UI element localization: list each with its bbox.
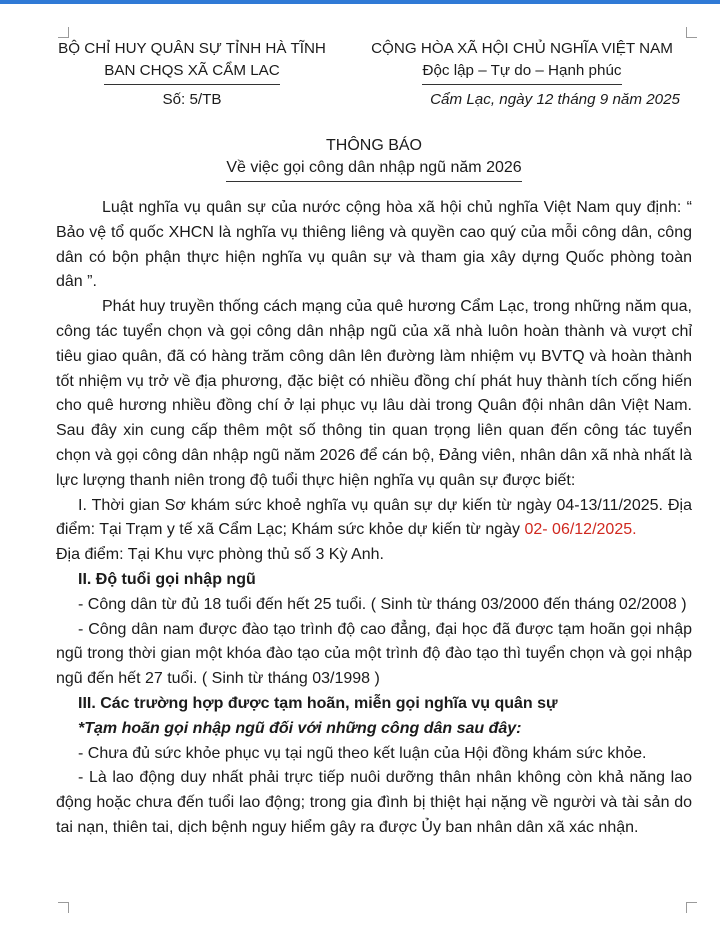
document-page [56, 38, 692, 841]
national-title: CỘNG HÒA XÃ HỘI CHỦ NGHĨA VIỆT NAM [371, 40, 673, 57]
page-corner-mark [686, 27, 697, 38]
issuer-block [56, 38, 328, 85]
deferment-subheading: *Tạm hoãn gọi nhập ngũ đối với những công dân sau đây: [78, 719, 522, 737]
page-corner-mark [58, 27, 69, 38]
age-rule-1: - Công dân từ đủ 18 tuổi đến hết 25 tuổi. ( Sinh từ tháng 03/2000 đến tháng 02/2008 ) [78, 595, 687, 613]
section-1-location: Địa điểm: Tại Khu vực phòng thủ số 3 Kỳ Anh. [56, 546, 384, 564]
place-date: Cẩm Lạc, ngày 12 tháng 9 năm 2025 [430, 91, 680, 108]
issuer-line-2 [56, 60, 328, 85]
page-corner-mark [58, 902, 69, 913]
document-subtitle: Về việc gọi công dân nhập ngũ năm 2026 [226, 157, 521, 182]
age-rule-2: - Công dân nam được đào tạo trình độ cao đẳng, đại học đã được tạm hoãn gọi nhập ngũ trong thời gian một khóa đào tạo của một trình độ đào tạo thì tuyển chọn và gọi nhập ngũ đến hết 27 tuổi. ( Sinh từ tháng 03/1998 ) [56, 620, 692, 688]
section-2-heading: II. Độ tuổi gọi nhập ngũ [78, 570, 256, 588]
document-meta [56, 89, 692, 111]
issuer-line-1: BỘ CHỈ HUY QUÂN SỰ TỈNH HÀ TĨNH [58, 40, 326, 57]
page-corner-mark [686, 902, 697, 913]
section-1-schedule [56, 494, 692, 568]
national-heading [352, 38, 692, 85]
section-1-text: I. Thời gian Sơ khám sức khoẻ nghĩa vụ quân sự dự kiến từ ngày 04-13/11/2025. Địa điểm: Tại Trạm y tế xã Cẩm Lạc; Khám sức khỏe dự kiến từ ngày [56, 496, 692, 539]
deferment-rule-2: - Là lao động duy nhất phải trực tiếp nuôi dưỡng thân nhân không còn khả năng lao động hoặc chưa đến tuổi lao động; trong gia đình bị thiệt hại nặng về người và tài sản do tai nạn, thiên tai, dịch bệnh nguy hiểm gây ra được Ủy ban nhân dân xã xác nhận. [56, 769, 692, 836]
national-motto: Độc lập – Tự do – Hạnh phúc [422, 60, 621, 85]
paragraph-law-quote: Luật nghĩa vụ quân sự của nước cộng hòa xã hội chủ nghĩa Việt Nam quy định: “ Bảo vệ tổ quốc XHCN là nghĩa vụ thiêng liêng và quyền cao quý của mỗi công dân, công dân có bộn phận thực hiện nghĩa vụ quân sự và tham gia xây dựng Quốc phòng toàn dân ”. [56, 199, 692, 291]
document-title: THÔNG BÁO [325, 137, 422, 154]
document-header [56, 38, 692, 85]
document-body [56, 196, 692, 841]
deferment-rule-1: - Chưa đủ sức khỏe phục vụ tại ngũ theo kết luận của Hội đồng khám sức khỏe. [78, 744, 647, 762]
national-motto-line [352, 60, 692, 85]
paragraph-tradition: Phát huy truyền thống cách mạng của quê hương Cẩm Lạc, trong những năm qua, công tác tuyển chọn và gọi công dân nhập ngũ của xã nhà luôn hoàn thành và vượt chỉ tiêu giao quân, đã có hàng trăm công dân lên đường làm nhiệm vụ BVTQ và hoàn thành tốt nhiệm vụ trở về địa phương, đặc biệt có nhiều đồng chí phát huy thành tích cống hiến cho quê hương nhiều đồng chí ở lại phục vụ lâu dài trong Quân đội nhân dân Việt Nam. Sau đây xin cung cấp thêm một số thông tin quan trọng liên quan đến công tác tuyển chọn và gọi công dân nhập ngũ năm 2026 để cán bộ, Đảng viên, nhân dân xã nhà nhất là lực lượng thanh niên trong độ tuổi thực hiện nghĩa vụ quân sự được biết: [56, 298, 692, 489]
issuer-name: BAN CHQS XÃ CẨM LAC [104, 60, 280, 85]
document-number: Số: 5/TB [162, 91, 222, 108]
exam-date-highlight: 02- 06/12/2025. [524, 521, 637, 539]
top-accent-bar [0, 0, 720, 4]
document-subtitle-line [56, 157, 692, 182]
section-3-heading: III. Các trường hợp được tạm hoãn, miễn gọi nghĩa vụ quân sự [78, 694, 558, 712]
